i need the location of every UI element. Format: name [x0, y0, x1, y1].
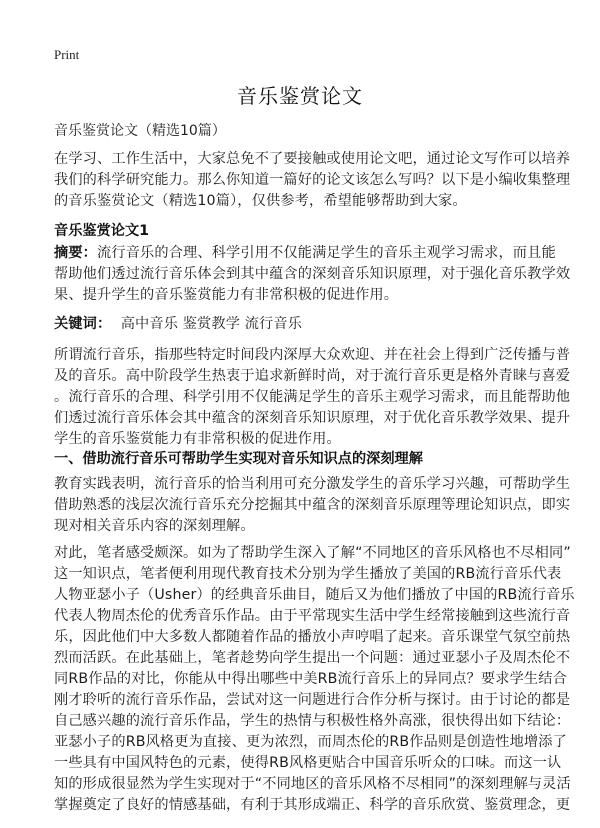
- body-line: 们透过流行音乐体会其中蕴含的深刻音乐知识原理，对于优化音乐教学效果、提升: [54, 410, 571, 426]
- keywords-value: 高中音乐 鉴赏教学 流行音乐: [120, 316, 303, 332]
- body-line: 现对相关音乐内容的深刻理解。: [54, 518, 255, 534]
- keywords-label: 关键词：: [54, 316, 112, 332]
- body-line: 乐，因此他们中大多数人都随着作品的播放小声哼唱了起来。音乐课堂气氛空前热: [54, 629, 571, 645]
- body-line: 对此，笔者感受颇深。如为了帮助学生深入了解“不同地区的音乐风格也不尽相同”: [54, 545, 571, 561]
- document-subtitle: 音乐鉴赏论文（精选10篇）: [54, 123, 226, 139]
- page-title: 音乐鉴赏论文: [237, 84, 363, 108]
- keywords-line: [54, 314, 550, 335]
- intro-line: 的音乐鉴赏论文（精选10篇），仅供参考，希望能够帮助到大家。: [54, 193, 467, 209]
- subheading-1: 一、借助流行音乐可帮助学生实现对音乐知识点的深刻理解: [54, 451, 423, 467]
- body-line: 教育实践表明，流行音乐的恰当利用可充分激发学生的音乐学习兴趣，可帮助学生: [54, 476, 571, 492]
- intro-line: 我们的科学研究能力。那么你知道一篇好的论文该怎么写吗？以下是小编收集整理: [54, 172, 571, 188]
- body-line: 同RB作品的对比，你能从中得出哪些中美RB流行音乐上的异同点？要求学生结合: [54, 671, 567, 687]
- body-line: 学生的音乐鉴赏能力有非常积极的促进作用。: [54, 431, 341, 447]
- abstract-line: 果、提升学生的音乐鉴赏能力有非常积极的促进作用。: [54, 287, 399, 303]
- body-line: 及的音乐。高中阶段学生热衷于追求新鲜时尚，对于流行音乐更是格外青睐与喜爱: [54, 368, 571, 384]
- body-line: 借助熟悉的浅层次流行音乐充分挖掘其中蕴含的深刻音乐原理等理论知识点，即实: [54, 497, 571, 513]
- body-line: 自己感兴趣的流行音乐作品，学生的热情与积极性格外高涨，很快得出如下结论：: [54, 713, 571, 729]
- body-line: 刚才聆听的流行音乐作品，尝试对这一问题进行合作分析与探讨。由于讨论的都是: [54, 692, 571, 708]
- body-line: 这一知识点，笔者便利用现代教育技术分别为学生播放了美国的RB流行音乐代表: [54, 566, 562, 582]
- abstract-paragraph: [54, 243, 571, 306]
- intro-paragraph: [54, 149, 571, 212]
- body-line: 人物亚瑟小子（Usher）的经典音乐曲目，随后又为他们播放了中国的RB流行音乐: [54, 587, 575, 603]
- body-line: 亚瑟小子的RB风格更为直接、更为浓烈，而周杰伦的RB作品则是创造性地增添了: [54, 734, 567, 750]
- body-line: 所谓流行音乐，指那些特定时间段内深厚大众欢迎、并在社会上得到广泛传播与普: [54, 347, 571, 363]
- body-line: 烈而活跃。在此基础上，笔者趁势向学生提出一个问题：通过亚瑟小子及周杰伦不: [54, 650, 571, 666]
- body-line: 。流行音乐的合理、科学引用不仅能满足学生的音乐主观学习需求，而且能帮助他: [54, 389, 571, 405]
- abstract-text: 流行音乐的合理、科学引用不仅能满足学生的音乐主观学习需求，而且能: [97, 245, 556, 261]
- body-paragraph-2: [54, 474, 571, 537]
- abstract-line: 帮助他们透过流行音乐体会到其中蕴含的深刻音乐知识原理，对于强化音乐教学效: [54, 266, 571, 282]
- body-line: 知的形成很显然为学生实现对于“不同地区的音乐风格不尽相同”的深刻理解与灵活: [54, 776, 571, 792]
- body-paragraph-1: [54, 345, 571, 450]
- body-line: 掌握奠定了良好的情感基础，有利于其形成端正、科学的音乐欣赏、鉴赏理念，更: [54, 797, 571, 813]
- body-paragraph-3: [54, 543, 575, 816]
- body-line: 代表人物周杰伦的优秀音乐作品。由于平常现实生活中学生经常接触到这些流行音: [54, 608, 571, 624]
- intro-line: 在学习、工作生活中，大家总免不了要接触或使用论文吧，通过论文写作可以培养: [54, 151, 571, 167]
- section-heading: 音乐鉴赏论文1: [54, 223, 149, 239]
- abstract-label: 摘要：: [54, 245, 98, 261]
- keywords-row: [54, 314, 550, 335]
- abstract-line: [54, 243, 556, 264]
- body-line: 一些具有中国风特色的元素，使得RB风格更贴合中国音乐听众的口味。而这一认: [54, 755, 562, 771]
- print-label[interactable]: Print: [54, 47, 80, 62]
